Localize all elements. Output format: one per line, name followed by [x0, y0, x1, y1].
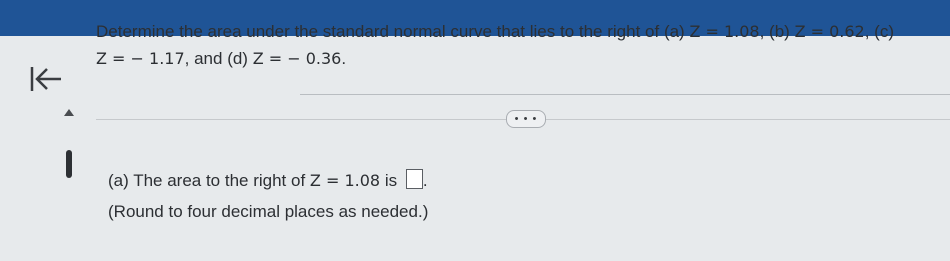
section-divider-right — [546, 119, 950, 120]
part-a-label: (a) — [663, 22, 690, 41]
back-arrow-icon — [28, 64, 64, 94]
question-text — [96, 18, 936, 72]
part-d-label: , and (d) — [184, 49, 253, 68]
part-a-is: is — [380, 171, 402, 190]
question-prefix: Determine the area under the standard normal curve that lies to the right of — [96, 22, 664, 41]
z-value-c: Z = − 1.17 — [96, 49, 185, 68]
part-b-label: , (b) — [759, 22, 795, 41]
part-c-label: , (c) — [864, 22, 895, 41]
question-end: . — [341, 49, 347, 68]
part-a-prefix: (a) The area to the right of — [108, 171, 310, 190]
question-line-2 — [96, 45, 936, 72]
scroll-up-arrow-icon[interactable] — [64, 109, 74, 116]
rounding-instruction: (Round to four decimal places as needed.) — [108, 202, 429, 221]
part-a-prompt — [108, 167, 428, 195]
part-a-end: . — [422, 171, 428, 190]
answer-input-box[interactable] — [406, 169, 423, 189]
scrollbar-thumb[interactable] — [66, 150, 72, 178]
more-options-button[interactable]: • • • — [506, 110, 546, 128]
z-value-a: Z = 1.08 — [689, 22, 760, 41]
part-a-z-value: Z = 1.08 — [309, 171, 381, 190]
back-button[interactable] — [28, 64, 64, 94]
z-value-b: Z = 0.62 — [794, 22, 865, 41]
section-divider-left — [96, 119, 506, 120]
z-value-d: Z = − 0.36 — [252, 49, 342, 68]
divider-top — [300, 94, 950, 95]
question-line-1 — [96, 18, 936, 45]
